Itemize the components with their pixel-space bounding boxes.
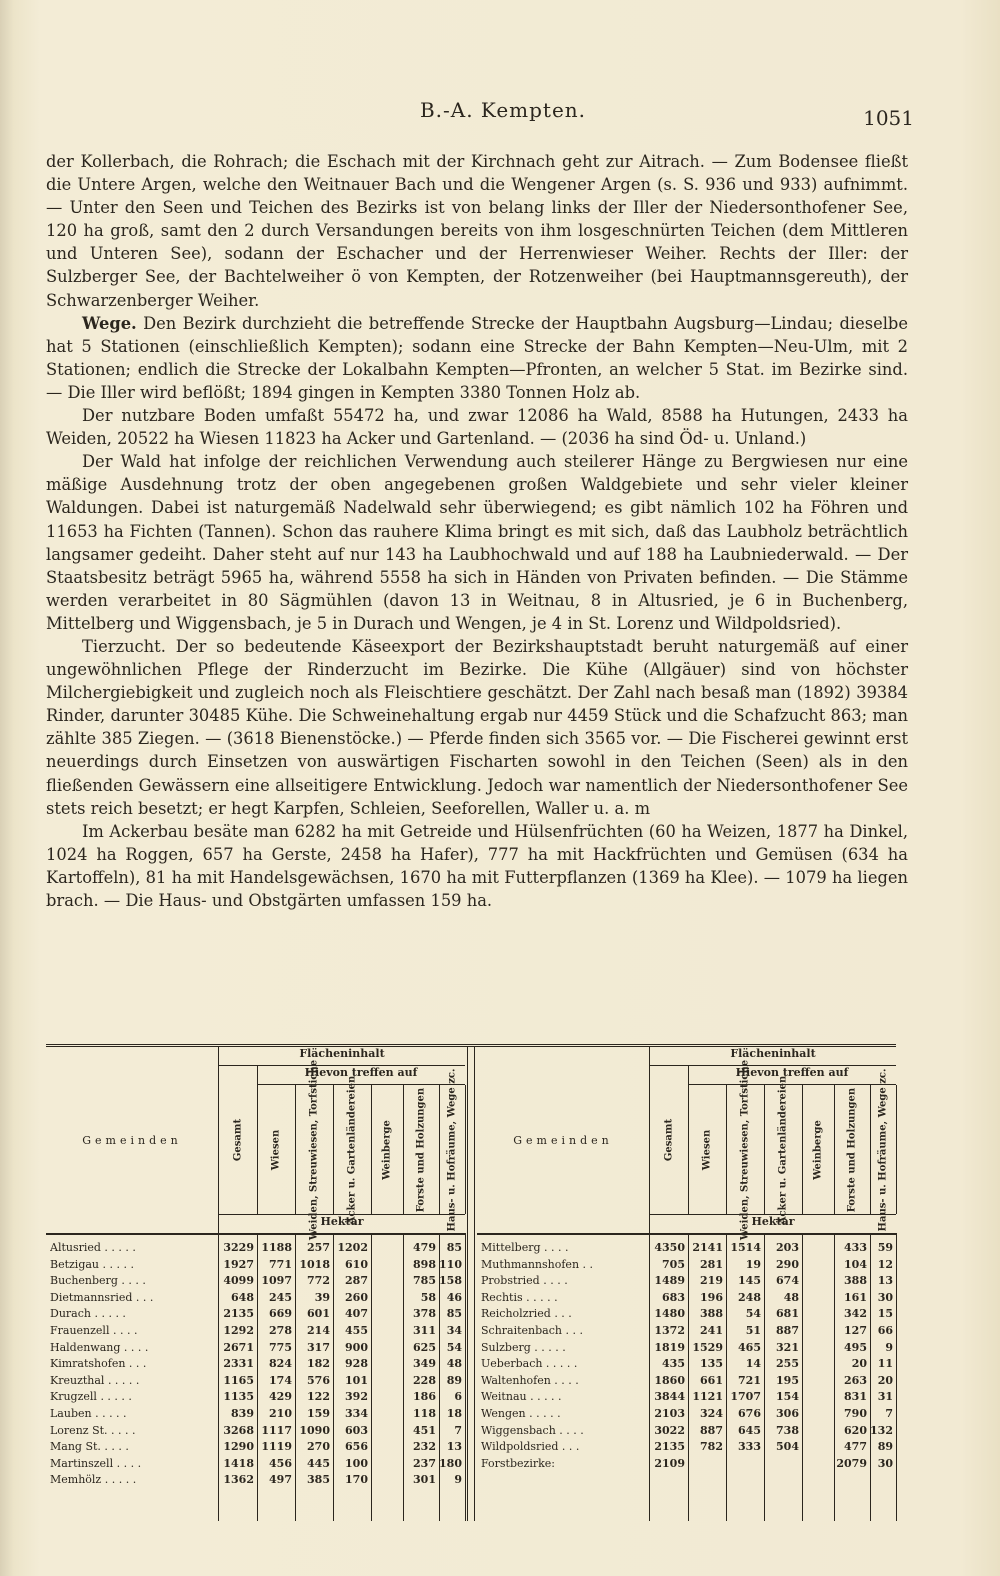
table-cell: 159	[307, 1406, 330, 1420]
table-cell: 1202	[337, 1241, 368, 1254]
table-cell: 683	[662, 1290, 685, 1304]
gemeinden-header: Gemeinden	[477, 1047, 650, 1233]
table-cell: 9	[885, 1340, 893, 1354]
table-cell: 479	[413, 1241, 436, 1254]
table-row	[46, 1473, 465, 1490]
table-row	[46, 1307, 465, 1324]
flaecheninhalt-header: Flächeninhalt	[650, 1047, 896, 1066]
flaecheninhalt-header: Flächeninhalt	[219, 1047, 465, 1066]
gemeinde-name: Wengen . . . . .	[481, 1406, 561, 1420]
column-header	[439, 1068, 466, 1231]
table-cell: 435	[662, 1357, 685, 1371]
gemeinde-name: Kimratshofen . . .	[50, 1357, 147, 1371]
table-cell: 1292	[223, 1323, 254, 1337]
table-cell: 135	[700, 1357, 723, 1371]
table-row	[477, 1258, 896, 1275]
gemeinde-name: Frauenzell . . . .	[50, 1323, 138, 1337]
gemeinde-name: Rechtis . . . . .	[481, 1290, 558, 1304]
table-cell: 317	[307, 1340, 330, 1354]
table-cell: 30	[877, 1290, 893, 1304]
gemeinde-name: Muthmannshofen . .	[481, 1257, 594, 1271]
table-cell: 2331	[223, 1357, 254, 1371]
table-cell: 219	[700, 1274, 723, 1288]
page-number: 1051	[863, 106, 914, 130]
table-row	[46, 1424, 465, 1441]
gemeinde-name: Lorenz St. . . . .	[50, 1423, 136, 1437]
column-header-label: Äcker u. Gartenländereien	[777, 1075, 789, 1224]
gemeinde-name: Mittelberg . . . .	[481, 1241, 569, 1254]
table-cell: 1489	[654, 1274, 685, 1288]
table-cell: 1819	[654, 1340, 685, 1354]
table-cell: 1927	[223, 1257, 254, 1271]
table-cell: 1090	[299, 1423, 330, 1437]
table-cell: 182	[307, 1357, 330, 1371]
table-cell: 19	[745, 1257, 761, 1271]
gemeinde-name: Ueberbach . . . . .	[481, 1357, 578, 1371]
page-title: B.-A. Kempten.	[419, 98, 587, 122]
table-cell: 495	[844, 1340, 867, 1354]
table-cell: 245	[269, 1290, 292, 1304]
table-cell: 324	[700, 1406, 723, 1420]
gemeinde-name: Betzigau . . . . .	[50, 1257, 134, 1271]
gemeinde-name: Durach . . . . .	[50, 1307, 126, 1321]
table-cell: 241	[700, 1323, 723, 1337]
table-cell: 321	[776, 1340, 799, 1354]
table-cell: 54	[446, 1340, 462, 1354]
table-row	[477, 1241, 896, 1258]
gemeinde-name: Memhölz . . . . .	[50, 1473, 137, 1487]
paragraph-boden: Der nutzbare Boden umfaßt 55472 ha, und zwar 12086 ha Wald, 8588 ha Hutungen, 2433 ha Weiden, 20522 ha Wiesen 11823 ha Acker und Gartenland. — (2036 ha sind Öd- u. Unland.)	[46, 406, 908, 449]
column-header	[870, 1068, 897, 1231]
table-cell: 887	[776, 1323, 799, 1337]
column-header-label: Haus- u. Hofräume, Wege zc.	[877, 1068, 889, 1231]
table-cell: 648	[231, 1290, 254, 1304]
table-cell: 2135	[654, 1440, 685, 1454]
table-row	[46, 1390, 465, 1407]
paragraph-tierzucht: Tierzucht. Der so bedeutende Käseexport der Bezirkshauptstadt beruht naturgemäß auf einer ungewöhnlichen Pflege der Rinderzucht im Bezirke. Die Kühe (Allgäuer) sind von höchster Milchergiebigkeit und zugleich noch als Fleischtiere geschätzt. Der Zahl nach besaß man (1892) 39384 Rinder, darunter 30485 Kühe. Die Schweinehaltung ergab nur 4459 Stück und die Schafzucht 863; man zählte 385 Ziegen. — (3618 Bienenstöcke.) — Pferde finden sich 3565 vor. — Die Fischerei gewinnt erst neuerdings durch Einsetzen von auswärtigen Fischarten sowohl in den Teichen (Seen) als in den fließenden Gewässern eine allseitigere Entwicklung. Jedoch war namentlich der Niedersonthofener See stets reich besetzt; er hegt Karpfen, Schleien, Seeforellen, Waller u. a. m	[46, 636, 908, 818]
gemeinde-name: Haldenwang . . . .	[50, 1340, 149, 1354]
table-cell: 900	[345, 1340, 368, 1354]
table-row	[477, 1274, 896, 1291]
table-row	[477, 1324, 896, 1341]
table-row	[477, 1374, 896, 1391]
column-header	[295, 1059, 334, 1240]
table-cell: 456	[269, 1456, 292, 1470]
table-row	[477, 1341, 896, 1358]
table-cell: 378	[413, 1307, 436, 1321]
table-cell: 127	[844, 1323, 867, 1337]
table-cell: 681	[776, 1307, 799, 1321]
table-row	[477, 1357, 896, 1374]
column-header-label: Weinberge	[812, 1119, 824, 1180]
table-cell: 2141	[692, 1241, 723, 1254]
table-left-half	[46, 1047, 465, 1521]
table-cell: 203	[776, 1241, 799, 1254]
column-header-label: Forste und Holzungen	[415, 1087, 427, 1212]
table-cell: 1117	[261, 1423, 292, 1437]
table-row	[46, 1407, 465, 1424]
table-cell: 1860	[654, 1373, 685, 1387]
table-cell: 51	[745, 1323, 761, 1337]
column-header-label: Forste und Holzungen	[846, 1087, 858, 1212]
hievon-header: Hievon treffen auf	[688, 1066, 896, 1085]
table-cell: 1514	[730, 1241, 761, 1254]
column-header-label: Wiesen	[701, 1129, 713, 1170]
table-cell: 433	[844, 1241, 867, 1254]
gemeinde-name: Martinszell . . . .	[50, 1456, 142, 1470]
column-header	[802, 1085, 835, 1214]
table-cell: 674	[776, 1274, 799, 1288]
table-cell: 1121	[692, 1390, 723, 1404]
table-cell: 9	[454, 1473, 462, 1487]
table-cell: 270	[307, 1440, 330, 1454]
table-cell: 161	[844, 1290, 867, 1304]
table-cell: 388	[844, 1274, 867, 1288]
table-row	[46, 1241, 465, 1258]
table-cell: 20	[877, 1373, 893, 1387]
body-text	[46, 150, 908, 912]
table-cell: 831	[844, 1390, 867, 1404]
paragraph-wege-body: Den Bezirk durchzieht die betreffende Strecke der Hauptbahn Augsburg—Lindau; dieselbe hat 5 Stationen (einschließlich Kempten); sodann eine Strecke der Bahn Kempten—Neu-Ulm, mit 2 Stationen; endlich die Strecke der Lokalbahn Kempten—Pfronten, an welcher 5 Stat. im Bezirke sind. — Die Iller wird beflößt; 1894 gingen in Kempten 3380 Tonnen Holz ab.	[46, 313, 908, 402]
table-header-right	[477, 1047, 896, 1240]
table-cell: 39	[314, 1290, 330, 1304]
column-header	[834, 1085, 871, 1214]
table-cell: 12	[877, 1257, 893, 1271]
table-cell: 100	[345, 1456, 368, 1470]
table-cell: 1135	[223, 1390, 254, 1404]
column-header-label: Äcker u. Gartenländereien	[346, 1075, 358, 1224]
table-cell: 603	[345, 1423, 368, 1437]
gemeinde-name: Krugzell . . . . .	[50, 1390, 132, 1404]
table-cell: 645	[738, 1423, 761, 1437]
table-cell: 928	[345, 1357, 368, 1371]
column-header-label: Weiden, Streuwiesen, Torfstiche	[739, 1059, 751, 1240]
table-cell: 1188	[261, 1241, 292, 1254]
table-cell: 429	[269, 1390, 292, 1404]
column-header-label: Wiesen	[270, 1129, 282, 1170]
column-header	[219, 1066, 258, 1214]
table-cell: 6	[454, 1390, 462, 1404]
table-row	[46, 1324, 465, 1341]
table-row	[46, 1374, 465, 1391]
gemeinde-name: Probstried . . . .	[481, 1274, 568, 1288]
table-cell: 1529	[692, 1340, 723, 1354]
table-cell: 771	[269, 1257, 292, 1271]
table-cell: 118	[413, 1406, 436, 1420]
table-row	[46, 1457, 465, 1474]
table-cell: 195	[776, 1373, 799, 1387]
table-cell: 887	[700, 1423, 723, 1437]
table-cell: 278	[269, 1323, 292, 1337]
table-cell: 290	[776, 1257, 799, 1271]
gemeinde-name: Wildpoldsried . . .	[481, 1440, 580, 1454]
table-cell: 1362	[223, 1473, 254, 1487]
table-cell: 210	[269, 1406, 292, 1420]
table-cell: 785	[413, 1274, 436, 1288]
table-cell: 196	[700, 1290, 723, 1304]
gemeinde-name: Sulzberg . . . . .	[481, 1340, 566, 1354]
table-cell: 257	[307, 1241, 330, 1254]
table-cell: 260	[345, 1290, 368, 1304]
table-row	[477, 1407, 896, 1424]
gemeinde-name: Kreuzthal . . . . .	[50, 1373, 140, 1387]
table-cell: 145	[738, 1274, 761, 1288]
hektar-header: Hektar	[219, 1214, 465, 1233]
table-cell: 11	[877, 1357, 893, 1371]
table-row	[477, 1307, 896, 1324]
table-cell: 3844	[654, 1390, 685, 1404]
table-cell: 281	[700, 1257, 723, 1271]
table-cell: 2135	[223, 1307, 254, 1321]
table-cell: 1097	[261, 1274, 292, 1288]
column-header	[333, 1075, 372, 1224]
gemeinden-header: Gemeinden	[46, 1047, 219, 1233]
table-cell: 154	[776, 1390, 799, 1404]
table-cell: 775	[269, 1340, 292, 1354]
table-cell: 2103	[654, 1406, 685, 1420]
column-header	[764, 1075, 803, 1224]
table-cell: 504	[776, 1440, 799, 1454]
gemeinde-name: Dietmannsried . . .	[50, 1290, 154, 1304]
gemeinde-name: Buchenberg . . . .	[50, 1274, 146, 1288]
table-cell: 13	[446, 1440, 462, 1454]
table-rows-right	[477, 1241, 896, 1473]
gemeinde-name: Reicholzried . . .	[481, 1307, 572, 1321]
table-cell: 170	[345, 1473, 368, 1487]
table-cell: 782	[700, 1440, 723, 1454]
table-cell: 477	[844, 1440, 867, 1454]
table-cell: 455	[345, 1323, 368, 1337]
column-header-label: Gesamt	[232, 1118, 244, 1162]
table-row	[477, 1291, 896, 1308]
table-row	[477, 1457, 896, 1474]
table-cell: 656	[345, 1440, 368, 1454]
table-cell: 1418	[223, 1456, 254, 1470]
statistics-table	[46, 1044, 896, 1521]
table-cell: 407	[345, 1307, 368, 1321]
table-cell: 839	[231, 1406, 254, 1420]
table-header-left	[46, 1047, 465, 1240]
column-header	[403, 1085, 440, 1214]
table-divider	[467, 1047, 475, 1521]
table-cell: 898	[413, 1257, 436, 1271]
table-row	[477, 1424, 896, 1441]
gemeinde-name: Wiggensbach . . . .	[481, 1423, 584, 1437]
table-cell: 1480	[654, 1307, 685, 1321]
table-cell: 388	[700, 1307, 723, 1321]
column-header-label: Weiden, Streuwiesen, Torfstiche	[308, 1059, 320, 1240]
column-header	[371, 1085, 404, 1214]
table-cell: 30	[877, 1456, 893, 1470]
table-row	[477, 1440, 896, 1457]
table-cell: 48	[783, 1290, 799, 1304]
column-header-label: Weinberge	[381, 1119, 393, 1180]
table-cell: 772	[307, 1274, 330, 1288]
table-cell: 2079	[836, 1456, 867, 1470]
table-cell: 132	[870, 1423, 893, 1437]
table-cell: 661	[700, 1373, 723, 1387]
table-cell: 89	[446, 1373, 462, 1387]
column-header	[257, 1085, 296, 1214]
table-cell: 4350	[654, 1241, 685, 1254]
table-cell: 18	[446, 1406, 462, 1420]
table-cell: 721	[738, 1373, 761, 1387]
table-cell: 333	[738, 1440, 761, 1454]
table-cell: 54	[745, 1307, 761, 1321]
table-cell: 122	[307, 1390, 330, 1404]
table-cell: 46	[446, 1290, 462, 1304]
table-cell: 334	[345, 1406, 368, 1420]
table-cell: 306	[776, 1406, 799, 1420]
table-cell: 1707	[730, 1390, 761, 1404]
gemeinde-name: Mang St. . . . .	[50, 1440, 129, 1454]
table-cell: 263	[844, 1373, 867, 1387]
table-cell: 445	[307, 1456, 330, 1470]
table-cell: 3022	[654, 1423, 685, 1437]
table-cell: 180	[439, 1456, 462, 1470]
table-cell: 110	[439, 1257, 462, 1271]
table-cell: 7	[454, 1423, 462, 1437]
table-cell: 7	[885, 1406, 893, 1420]
table-cell: 1372	[654, 1323, 685, 1337]
table-cell: 228	[413, 1373, 436, 1387]
table-cell: 89	[877, 1440, 893, 1454]
table-cell: 66	[877, 1323, 893, 1337]
table-cell: 465	[738, 1340, 761, 1354]
table-cell: 1165	[223, 1373, 254, 1387]
table-cell: 3268	[223, 1423, 254, 1437]
table-cell: 174	[269, 1373, 292, 1387]
table-cell: 2671	[223, 1340, 254, 1354]
table-cell: 3229	[223, 1241, 254, 1254]
table-cell: 576	[307, 1373, 330, 1387]
table-cell: 349	[413, 1357, 436, 1371]
paragraph-wege	[46, 312, 908, 404]
table-cell: 255	[776, 1357, 799, 1371]
column-header-label: Haus- u. Hofräume, Wege zc.	[446, 1068, 458, 1231]
table-cell: 20	[851, 1357, 867, 1371]
gemeinde-name: Weitnau . . . . .	[481, 1390, 562, 1404]
paragraph-wege-lead: Wege.	[82, 313, 137, 333]
gemeinde-name: Lauben . . . . .	[50, 1406, 127, 1420]
table-cell: 31	[877, 1390, 893, 1404]
table-cell: 1290	[223, 1440, 254, 1454]
table-cell: 392	[345, 1390, 368, 1404]
table-cell: 4099	[223, 1274, 254, 1288]
table-cell: 385	[307, 1473, 330, 1487]
table-rows-left	[46, 1241, 465, 1490]
table-cell: 738	[776, 1423, 799, 1437]
column-header	[688, 1085, 727, 1214]
table-cell: 158	[439, 1274, 462, 1288]
table-row	[46, 1357, 465, 1374]
table-cell: 85	[446, 1241, 462, 1254]
table-cell: 790	[844, 1406, 867, 1420]
table-cell: 669	[269, 1307, 292, 1321]
column-header-label: Gesamt	[663, 1118, 675, 1162]
table-cell: 824	[269, 1357, 292, 1371]
table-cell: 342	[844, 1307, 867, 1321]
table-cell: 248	[738, 1290, 761, 1304]
gemeinde-name: Altusried . . . . .	[50, 1241, 136, 1254]
table-cell: 14	[745, 1357, 761, 1371]
table-cell: 610	[345, 1257, 368, 1271]
table-cell: 620	[844, 1423, 867, 1437]
table-cell: 34	[446, 1323, 462, 1337]
table-cell: 85	[446, 1307, 462, 1321]
running-header	[46, 98, 960, 138]
table-right-half	[477, 1047, 896, 1521]
gemeinde-name: Schraitenbach . . .	[481, 1323, 583, 1337]
table-cell: 104	[844, 1257, 867, 1271]
table-row	[477, 1390, 896, 1407]
gemeinde-name: Forstbezirke:	[481, 1456, 555, 1470]
table-cell: 2109	[654, 1456, 685, 1470]
table-cell: 232	[413, 1440, 436, 1454]
table-cell: 59	[877, 1241, 893, 1254]
table-cell: 1018	[299, 1257, 330, 1271]
table-cell: 48	[446, 1357, 462, 1371]
hievon-header: Hievon treffen auf	[257, 1066, 465, 1085]
hektar-header: Hektar	[650, 1214, 896, 1233]
paragraph-wald: Der Wald hat infolge der reichlichen Verwendung auch steilerer Hänge zu Bergwiesen nur eine mäßige Ausdehnung trotz der oben angegebenen großen Waldgebiete und sehr vieler kleiner Waldungen. Dabei ist naturgemäß Nadelwald sehr überwiegend; es gibt nämlich 102 ha Föhren und 11653 ha Fichten (Tannen). Schon das rauhere Klima bringt es mit sich, daß das Laubholz beträchtlich langsamer gedeiht. Daher steht auf nur 143 ha Laubhochwald und auf 188 ha Laubniederwald. — Der Staatsbesitz beträgt 5965 ha, während 5558 ha sich in Händen von Privaten befinden. — Die Stämme werden verarbeitet in 80 Sägmühlen (davon 13 in Weitnau, 8 in Altusried, je 6 in Buchenberg, Mittelberg und Wiggensbach, je 5 in Durach und Wengen, je 4 in St. Lorenz und Wildpoldsried).	[46, 452, 908, 633]
table-row	[46, 1440, 465, 1457]
paragraph-waters: der Kollerbach, die Rohrach; die Eschach mit der Kirchnach geht zur Aitrach. — Zum Bodensee fließt die Untere Argen, welche den Weitnauer Bach und die Wengener Argen (s. S. 936 und 933) aufnimmt. — Unter den Seen und Teichen des Bezirks ist von belang links der Iller der Niedersonthofener See, 120 ha groß, samt den 2 durch Versandungen bereits von ihm losgeschnürten Teichen (dem Mittleren und Unteren See), sodann der Eschacher und der Herrenwieser Weiher. Rechts der Iller: der Sulzberger See, der Bachtelweiher ö von Kempten, der Rotzenweiher (bei Hauptmannsgereuth), der Schwarzenberger Weiher.	[46, 152, 908, 310]
table-cell: 1119	[261, 1440, 292, 1454]
table-cell: 186	[413, 1390, 436, 1404]
table-cell: 101	[345, 1373, 368, 1387]
table-cell: 15	[877, 1307, 893, 1321]
table-cell: 287	[345, 1274, 368, 1288]
gemeinde-name: Waltenhofen . . . .	[481, 1373, 579, 1387]
table-cell: 311	[413, 1323, 436, 1337]
table-cell: 58	[420, 1290, 436, 1304]
table-cell: 237	[413, 1456, 436, 1470]
column-header	[650, 1066, 689, 1214]
table-cell: 625	[413, 1340, 436, 1354]
table-row	[46, 1258, 465, 1275]
table-cell: 676	[738, 1406, 761, 1420]
table-row	[46, 1341, 465, 1358]
table-cell: 451	[413, 1423, 436, 1437]
table-cell: 13	[877, 1274, 893, 1288]
table-cell: 601	[307, 1307, 330, 1321]
table-cell: 705	[662, 1257, 685, 1271]
column-header	[726, 1059, 765, 1240]
table-row	[46, 1274, 465, 1291]
paragraph-ackerbau: Im Ackerbau besäte man 6282 ha mit Getreide und Hülsenfrüchten (60 ha Weizen, 1877 ha Dinkel, 1024 ha Roggen, 657 ha Gerste, 2458 ha Hafer), 777 ha mit Hackfrüchten und Gemüsen (634 ha Kartoffeln), 81 ha mit Handelsgewächsen, 1670 ha mit Futterpflanzen (1369 ha Klee). — 1079 ha liegen brach. — Die Haus- und Obstgärten umfassen 159 ha.	[46, 821, 908, 910]
table-cell: 497	[269, 1473, 292, 1487]
table-cell: 301	[413, 1473, 436, 1487]
table-row	[46, 1291, 465, 1308]
table-cell: 214	[307, 1323, 330, 1337]
